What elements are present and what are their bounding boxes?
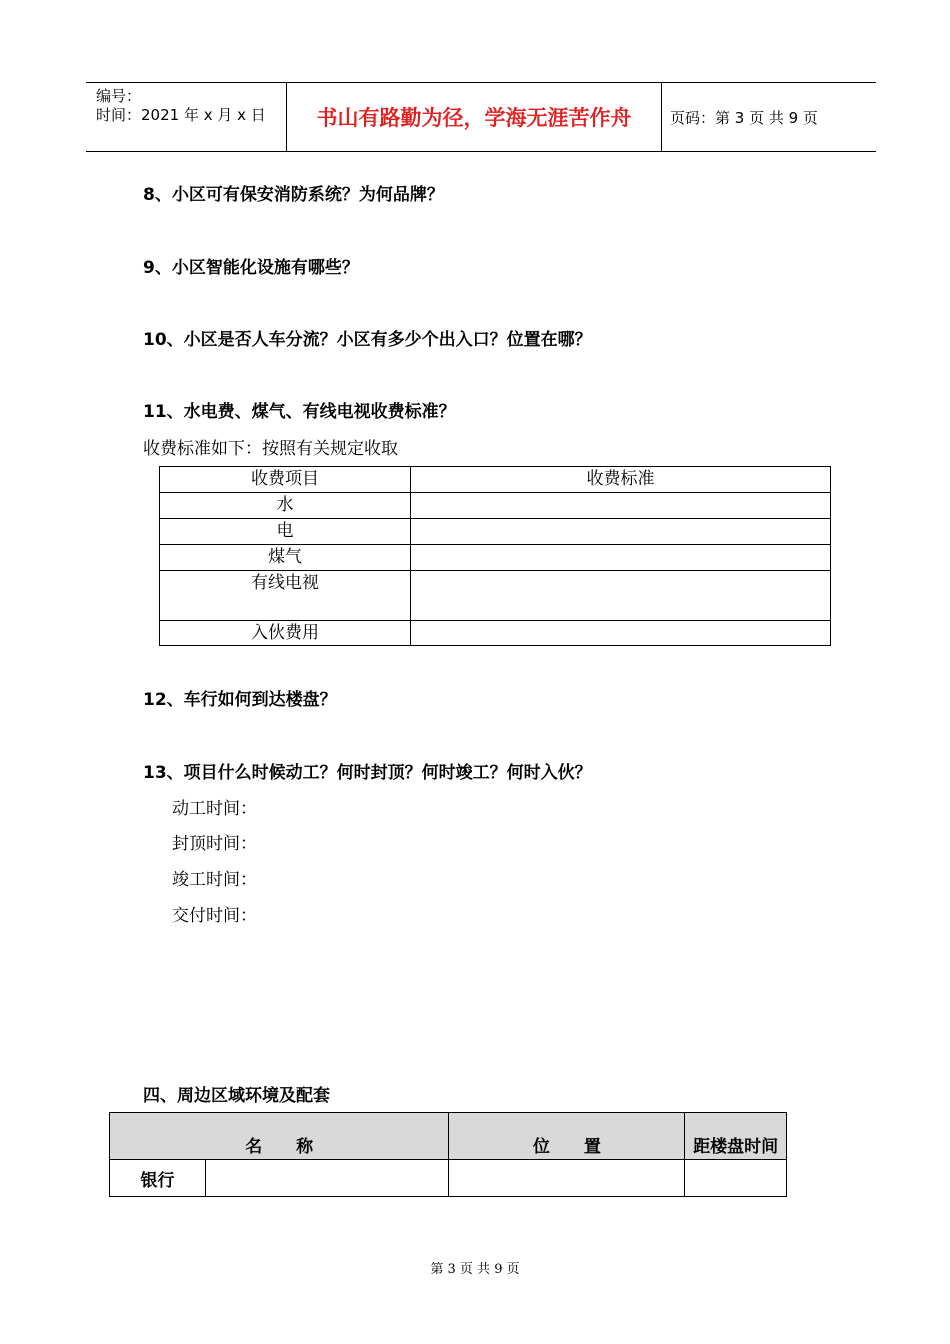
fee-table-row [160, 571, 831, 621]
fee-item: 有线电视 [160, 571, 411, 621]
header-motto: 书山有路勤为径，学海无涯苦作舟 [286, 83, 662, 151]
surroundings-table [109, 1112, 787, 1197]
fee-col-item-header: 收费项目 [160, 467, 411, 493]
page-header [86, 82, 876, 152]
question-13: 13、项目什么时候动工？何时封顶？何时竣工？何时入伙？ [143, 763, 592, 783]
col-time-header: 距楼盘时间 [685, 1113, 787, 1160]
question-10: 10、小区是否人车分流？小区有多少个出入口？位置在哪？ [143, 330, 592, 350]
delivery-time-label: 交付时间： [172, 906, 257, 926]
header-meta [86, 83, 286, 151]
fee-table [159, 466, 831, 646]
surroundings-header [110, 1113, 787, 1160]
fee-item: 电 [160, 519, 411, 545]
fee-standard-cell[interactable] [411, 519, 831, 545]
col-name-header: 名 称 [110, 1113, 449, 1160]
topout-time-label: 封顶时间： [172, 834, 257, 854]
fee-item: 入伙费用 [160, 621, 411, 646]
fee-table-row [160, 519, 831, 545]
question-12: 12、车行如何到达楼盘？ [143, 690, 337, 710]
surroundings-row [110, 1160, 787, 1197]
fee-note: 收费标准如下：按照有关规定收取 [143, 439, 398, 459]
fee-table-row [160, 545, 831, 571]
page-footer: 第 3 页 共 9 页 [430, 1262, 520, 1277]
fee-item: 水 [160, 493, 411, 519]
fee-standard-cell[interactable] [411, 621, 831, 646]
fee-standard-cell[interactable] [411, 571, 831, 621]
fee-standard-cell[interactable] [411, 493, 831, 519]
fee-table-row [160, 621, 831, 646]
section-title: 四、周边区域环境及配套 [143, 1086, 330, 1106]
question-8: 8、小区可有保安消防系统？为何品牌？ [143, 185, 444, 205]
start-time-label: 动工时间： [172, 799, 257, 819]
facility-detail-cell[interactable] [206, 1160, 449, 1197]
fee-item: 煤气 [160, 545, 411, 571]
facility-time-cell[interactable] [685, 1160, 787, 1197]
completion-time-label: 竣工时间： [172, 870, 257, 890]
question-11: 11、水电费、煤气、有线电视收费标准？ [143, 402, 456, 422]
facility-location-cell[interactable] [449, 1160, 685, 1197]
header-page-number: 页码：第 3 页 共 9 页 [670, 108, 818, 127]
document-number: 编号： [96, 87, 142, 105]
col-location-header: 位 置 [449, 1113, 685, 1160]
fee-col-standard-header: 收费标准 [411, 467, 831, 493]
fee-standard-cell[interactable] [411, 545, 831, 571]
fee-table-header [160, 467, 831, 493]
document-date: 时间：2021 年 x 月 x 日 [96, 106, 266, 124]
fee-table-row [160, 493, 831, 519]
facility-name: 银行 [110, 1160, 206, 1197]
question-9: 9、小区智能化设施有哪些？ [143, 258, 359, 278]
